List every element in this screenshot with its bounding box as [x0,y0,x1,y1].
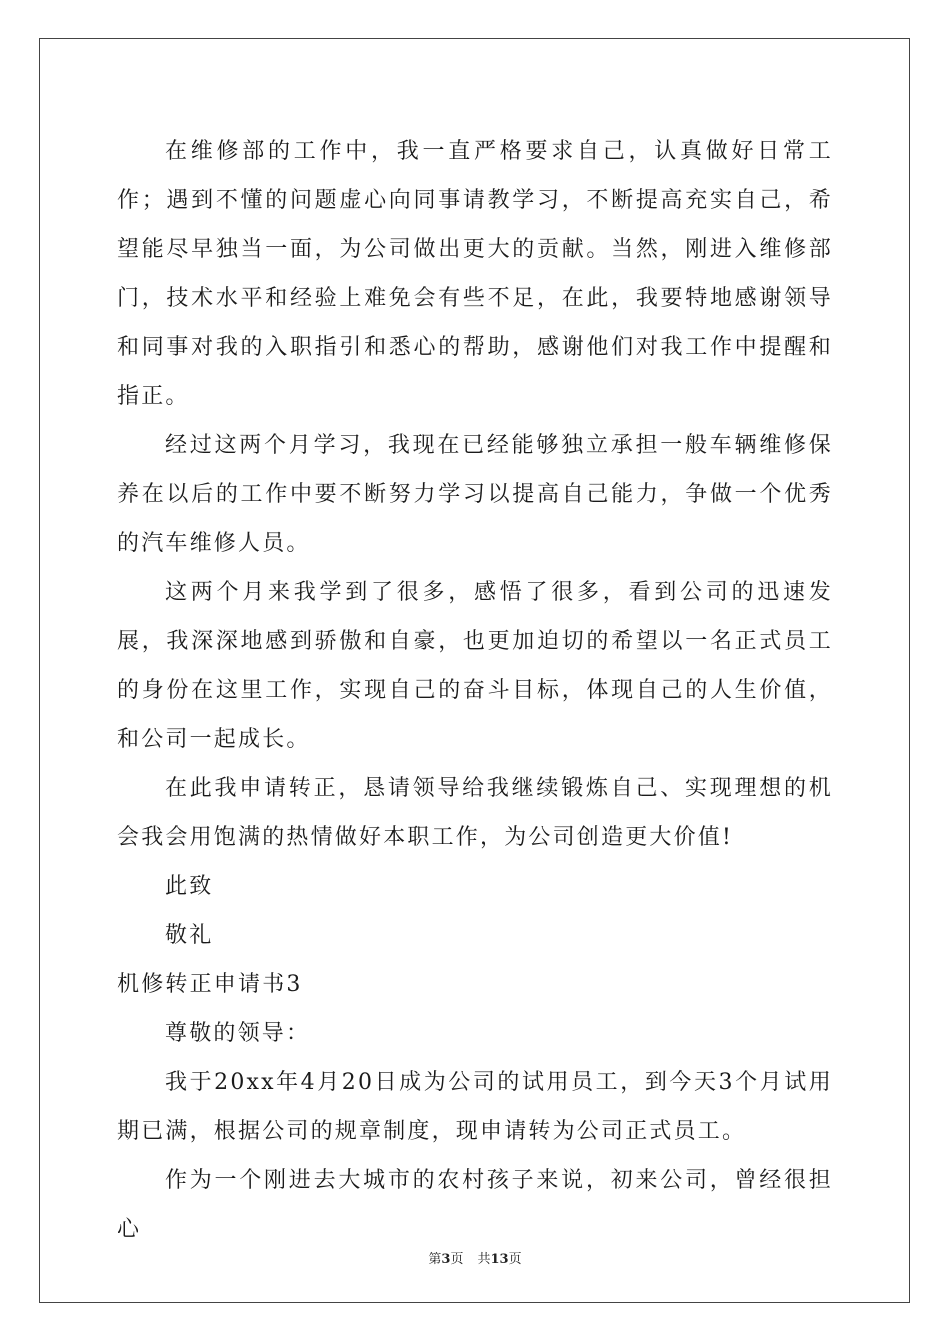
paragraph-6: 作为一个刚进去大城市的农村孩子来说，初来公司，曾经很担心 [117,1168,833,1242]
total-suffix: 页 [508,1252,522,1267]
paragraph-3: 这两个月来我学到了很多，感悟了很多，看到公司的迅速发展，我深深地感到骄傲和自豪，也更加迫切的希望以一名正式员工的身份在这里工作，实现自己的奋斗目标，体现自己的人生价值，和公司一起成长。 [117,580,833,752]
paragraph-4: 在此我申请转正，恳请领导给我继续锻炼自己、实现理想的机会我会用饱满的热情做好本职工作，为公司创造更大价值! [117,776,833,850]
paragraph-5: 我于20xx年4月20日成为公司的试用员工，到今天3个月试用期已满，根据公司的规章制度，现申请转为公司正式员工。 [117,1070,833,1144]
page-prefix: 第 [428,1252,442,1267]
paragraph-1: 在维修部的工作中，我一直严格要求自己，认真做好日常工作；遇到不懂的问题虚心向同事请教学习，不断提高充实自己，希望能尽早独当一面，为公司做出更大的贡献。当然，刚进入维修部门，技术水平和经验上难免会有些不足，在此，我要特地感谢领导和同事对我的入职指引和悉心的帮助，感谢他们对我工作中提醒和指正。 [117,139,833,409]
paragraph-2: 经过这两个月学习，我现在已经能够独立承担一般车辆维修保养在以后的工作中要不断努力学习以提高自己能力，争做一个优秀的汽车维修人员。 [117,433,833,556]
greeting: 尊敬的领导： [165,1021,311,1046]
document-body [117,127,833,1254]
page-number: 3 [441,1252,451,1267]
page-footer [0,1248,950,1267]
section-heading: 机修转正申请书3 [117,972,303,997]
closing-salutation: 此致 [165,874,214,899]
page-suffix: 页 [450,1252,464,1267]
closing-regards: 敬礼 [165,923,214,948]
total-pages: 13 [490,1252,509,1267]
total-prefix: 共 [477,1252,491,1267]
